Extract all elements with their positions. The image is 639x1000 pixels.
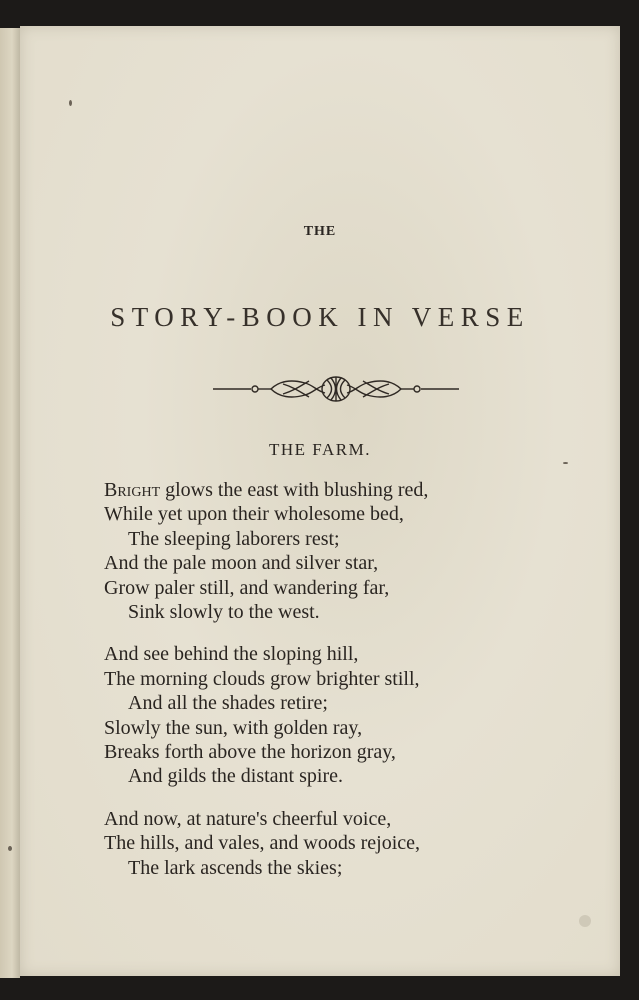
poem-line-text: And now, at nature's cheerful voice,	[104, 807, 392, 830]
poem-line	[104, 691, 604, 715]
stanza	[104, 478, 604, 624]
poem-line-text: The hills, and vales, and woods rejoice,	[104, 832, 421, 855]
poem-first-word	[104, 479, 160, 501]
stanza	[104, 642, 604, 788]
poem-line	[104, 502, 604, 526]
poem-line	[104, 856, 604, 880]
poem-line-text: Grow paler still, and wandering far,	[104, 576, 390, 599]
paper-speck	[8, 846, 12, 851]
poem-line-text: Slowly the sun, with golden ray,	[104, 716, 363, 739]
poem	[104, 478, 604, 898]
poem-line	[104, 551, 604, 575]
poem-line-text: The sleeping laborers rest;	[128, 527, 340, 550]
book-title: STORY-BOOK IN VERSE	[110, 302, 530, 332]
poem-line-text: The morning clouds grow brighter still,	[104, 667, 420, 690]
facing-page-edge	[0, 28, 20, 978]
poem-line-text: Breaks forth above the horizon gray,	[104, 741, 396, 764]
poem-line	[104, 600, 604, 624]
poem-line-text: And all the shades retire;	[128, 692, 328, 715]
paper-speck	[69, 100, 72, 106]
poem-line	[104, 576, 604, 600]
poem-line	[104, 478, 604, 502]
poem-line-text: And the pale moon and silver star,	[104, 552, 379, 575]
book-page	[20, 26, 620, 976]
poem-line	[104, 716, 604, 740]
poem-line	[104, 831, 604, 855]
poem-first-word-rest: right	[117, 479, 161, 501]
poem-line-text: glows the east with blushing red,	[160, 479, 429, 501]
poem-line	[104, 642, 604, 666]
poem-line	[104, 807, 604, 831]
poem-line-text: While yet upon their wholesome bed,	[104, 503, 404, 526]
poem-line-text: And see behind the sloping hill,	[104, 643, 359, 666]
poem-line	[104, 740, 604, 764]
ornament-divider	[213, 371, 459, 407]
poem-line-text: And gilds the distant spire.	[128, 765, 343, 788]
poem-line-text: The lark ascends the skies;	[128, 856, 343, 879]
poem-line	[104, 667, 604, 691]
paper-speck	[579, 915, 591, 927]
stanza	[104, 807, 604, 880]
poem-line	[104, 527, 604, 551]
section-heading: THE FARM.	[269, 440, 371, 459]
poem-line	[104, 764, 604, 788]
poem-line-text: Sink slowly to the west.	[128, 601, 320, 624]
poem-first-word-initial: B	[104, 479, 118, 501]
title-prefix: THE	[303, 224, 337, 239]
paper-speck	[563, 462, 568, 464]
